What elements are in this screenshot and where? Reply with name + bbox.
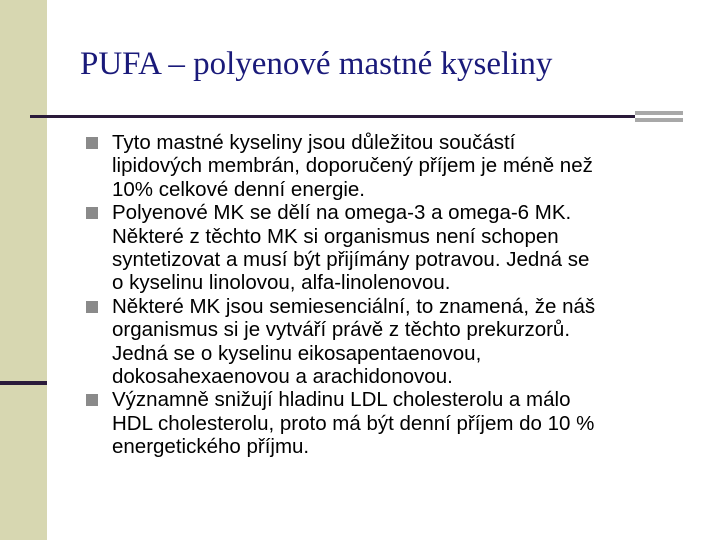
bullet-item-1 xyxy=(84,131,694,201)
bullet-4-line-2: HDL cholesterolu, proto má být denní příjem do 10 % xyxy=(112,411,595,435)
bullet-2-line-2: Některé z těchto MK si organismus není schopen xyxy=(112,224,559,248)
bullet-4-line-3: energetického příjmu. xyxy=(112,435,310,459)
bullet-item-2 xyxy=(84,201,694,295)
bullet-2-line-3: syntetizovat a musí být přijímány potravou. Jedná se xyxy=(112,248,590,272)
slide-title: PUFA – polyenové mastné kyseliny xyxy=(80,46,553,82)
bullet-item-3 xyxy=(84,295,694,389)
title-underline-gray-upper xyxy=(635,111,683,115)
bullet-4-line-1: Významně snižují hladinu LDL cholesterolu a málo xyxy=(112,388,571,412)
square-bullet-icon xyxy=(86,207,98,219)
bullet-3-line-1: Některé MK jsou semiesenciální, to znamená, že náš xyxy=(112,294,596,318)
bullet-1-line-3: 10% celkové denní energie. xyxy=(112,177,366,201)
square-bullet-icon xyxy=(86,301,98,313)
bullet-item-4 xyxy=(84,388,694,458)
left-decorative-band xyxy=(0,0,47,540)
bullet-2-line-1: Polyenové MK se dělí na omega-3 a omega-6 MK. xyxy=(112,201,572,225)
title-underline xyxy=(30,115,635,118)
bullet-1-line-1: Tyto mastné kyseliny jsou důležitou součástí xyxy=(112,131,516,154)
bullet-3-line-4: dokosahexaenovou a arachidonovou. xyxy=(112,365,453,389)
bullet-list xyxy=(84,131,694,459)
bullet-1-line-2: lipidových membrán, doporučený příjem je méně než xyxy=(112,154,593,178)
square-bullet-icon xyxy=(86,137,98,149)
bullet-3-line-2: organismus si je vytváří právě z těchto prekurzorů. xyxy=(112,318,571,342)
left-band-accent-line xyxy=(0,381,47,385)
bullet-2-line-4: o kyselinu linolovou, alfa-linolenovou. xyxy=(112,271,451,295)
title-underline-gray-lower xyxy=(635,118,683,122)
bullet-3-line-3: Jedná se o kyselinu eikosapentaenovou, xyxy=(112,341,482,365)
square-bullet-icon xyxy=(86,394,98,406)
